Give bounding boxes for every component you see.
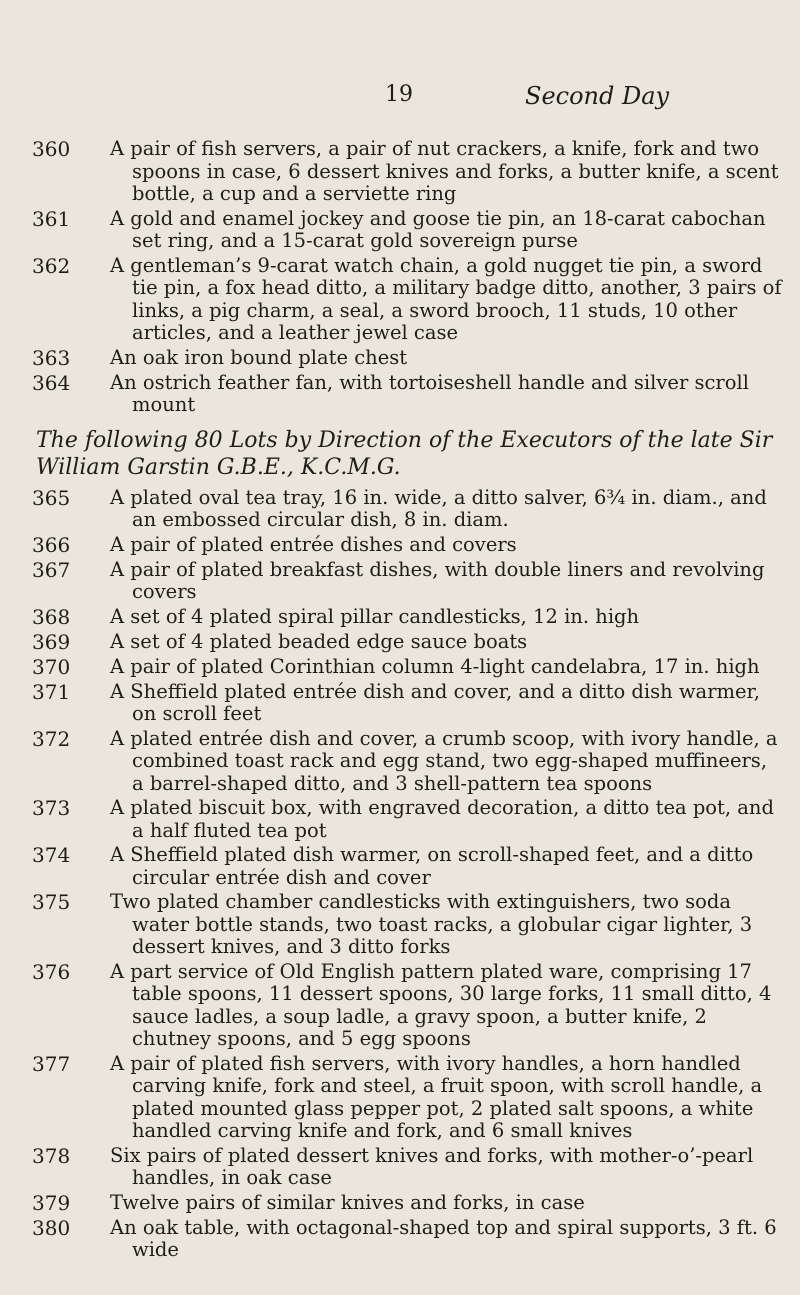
lot-description: A plated oval tea tray, 16 in. wide, a ditto salver, 6¾ in. diam., and an embossed circular dish, 8 in. diam. (110, 485, 767, 531)
lot-entry (0, 487, 800, 532)
lot-description: A plated entrée dish and cover, a crumb scoop, with ivory handle, a combined toast rack and egg stand, two egg-shaped muffineers, a barrel-shaped ditto, and 3 shell-pattern tea spoons (110, 726, 778, 795)
lot-entry (0, 681, 800, 726)
lot-description: An oak iron bound plate chest (110, 345, 408, 369)
lot-entry (0, 606, 800, 629)
lot-entry (0, 255, 800, 345)
lot-number: 380 (32, 1215, 71, 1240)
lot-description: An ostrich feather fan, with tortoiseshell handle and silver scroll mount (110, 370, 749, 416)
lot-list (0, 138, 800, 1264)
lot-description: A part service of Old English pattern plated ware, comprising 17 table spoons, 11 dessert spoons, 30 large forks, 11 small ditto, 4 sauce ladles, a soup ladle, a gravy spoon, a butter knife, 2 chutney spoons, and 5 egg spoons (110, 959, 772, 1050)
lot-number: 369 (32, 629, 71, 654)
lot-entry (0, 1217, 800, 1262)
lot-number: 378 (32, 1143, 71, 1168)
lot-number: 368 (32, 604, 71, 629)
lot-description: A pair of plated breakfast dishes, with double liners and revolving covers (110, 557, 765, 603)
lot-number: 365 (32, 485, 71, 510)
lot-description: A pair of plated fish servers, with ivory handles, a horn handled carving knife, fork and steel, a fruit spoon, with scroll handle, a plated mounted glass pepper pot, 2 plated salt spoons, a white handled carving knife and fork, and 6 small knives (110, 1051, 763, 1142)
lot-description: A pair of fish servers, a pair of nut crackers, a knife, fork and two spoons in case, 6 dessert knives and forks, a butter knife, a scent bottle, a cup and a serviette ring (110, 137, 779, 205)
lot-entry (0, 631, 800, 654)
lot-entry (0, 208, 800, 253)
lot-entry (0, 1145, 800, 1190)
lot-entry (0, 347, 800, 370)
lot-description: Six pairs of plated dessert knives and forks, with mother-o’-pearl handles, in oak case (110, 1143, 754, 1189)
lot-description: A gentleman’s 9-carat watch chain, a gold nugget tie pin, a sword tie pin, a fox head ditto, a military badge ditto, another, 3 pairs of links, a pig charm, a seal, a sword brooch, 11 studs, 10 other articles, and a leather jewel case (110, 253, 782, 344)
lot-entry (0, 559, 800, 604)
lot-entry (0, 534, 800, 557)
lot-number: 363 (32, 345, 71, 370)
lot-entry (0, 1053, 800, 1143)
executors-direction-heading: The following 80 Lots by Direction of the Executors of the late Sir William Garstin G.B.E., K.C.M.G. (36, 427, 773, 480)
lot-description: A pair of plated Corinthian column 4-light candelabra, 17 in. high (110, 654, 760, 678)
lot-list-part-2 (0, 487, 800, 1262)
lot-number: 374 (32, 843, 71, 867)
page-number: 19 (385, 82, 413, 107)
lot-number: 366 (32, 532, 71, 557)
lot-description: An oak table, with octagonal-shaped top and spiral supports, 3 ft. 6 wide (110, 1215, 777, 1261)
lot-entry (0, 138, 800, 206)
section-title: Second Day (525, 82, 670, 110)
lot-number: 360 (32, 137, 71, 161)
lot-list-part-1 (0, 138, 800, 417)
lot-entry (0, 656, 800, 679)
lot-number: 379 (32, 1190, 71, 1215)
lot-number: 364 (32, 370, 71, 395)
lot-entry (0, 844, 800, 889)
page-header (0, 82, 800, 112)
lot-number: 376 (32, 959, 71, 984)
lot-entry (0, 961, 800, 1051)
lot-number: 361 (32, 206, 71, 231)
lot-description: A set of 4 plated spiral pillar candlesticks, 12 in. high (110, 604, 640, 628)
lot-description: Twelve pairs of similar knives and forks, in case (110, 1190, 585, 1214)
lot-description: A plated biscuit box, with engraved decoration, a ditto tea pot, and a half fluted tea pot (110, 796, 774, 842)
lot-description: A set of 4 plated beaded edge sauce boats (110, 629, 528, 653)
lot-entry (0, 797, 800, 842)
lot-number: 375 (32, 890, 71, 914)
lot-description: Two plated chamber candlesticks with extinguishers, two soda water bottle stands, two toast racks, a globular cigar lighter, 3 dessert knives, and 3 ditto forks (110, 890, 753, 958)
lot-entry (0, 891, 800, 959)
lot-number: 362 (32, 253, 71, 278)
lot-entry (0, 372, 800, 417)
lot-description: A Sheffield plated entrée dish and cover, and a ditto dish warmer, on scroll feet (110, 679, 760, 725)
lot-description: A gold and enamel jockey and goose tie pin, an 18-carat cabochan set ring, and a 15-carat gold sovereign purse (110, 206, 766, 252)
lot-number: 370 (32, 654, 71, 679)
lot-number: 367 (32, 557, 71, 582)
lot-number: 377 (32, 1051, 71, 1076)
lot-entry (0, 728, 800, 796)
lot-number: 373 (32, 796, 71, 820)
lot-number: 372 (32, 726, 71, 751)
lot-number: 371 (32, 679, 71, 704)
lot-description: A pair of plated entrée dishes and covers (110, 532, 517, 556)
lot-description: A Sheffield plated dish warmer, on scroll-shaped feet, and a ditto circular entrée dish and cover (110, 843, 754, 889)
lot-entry (0, 1192, 800, 1215)
